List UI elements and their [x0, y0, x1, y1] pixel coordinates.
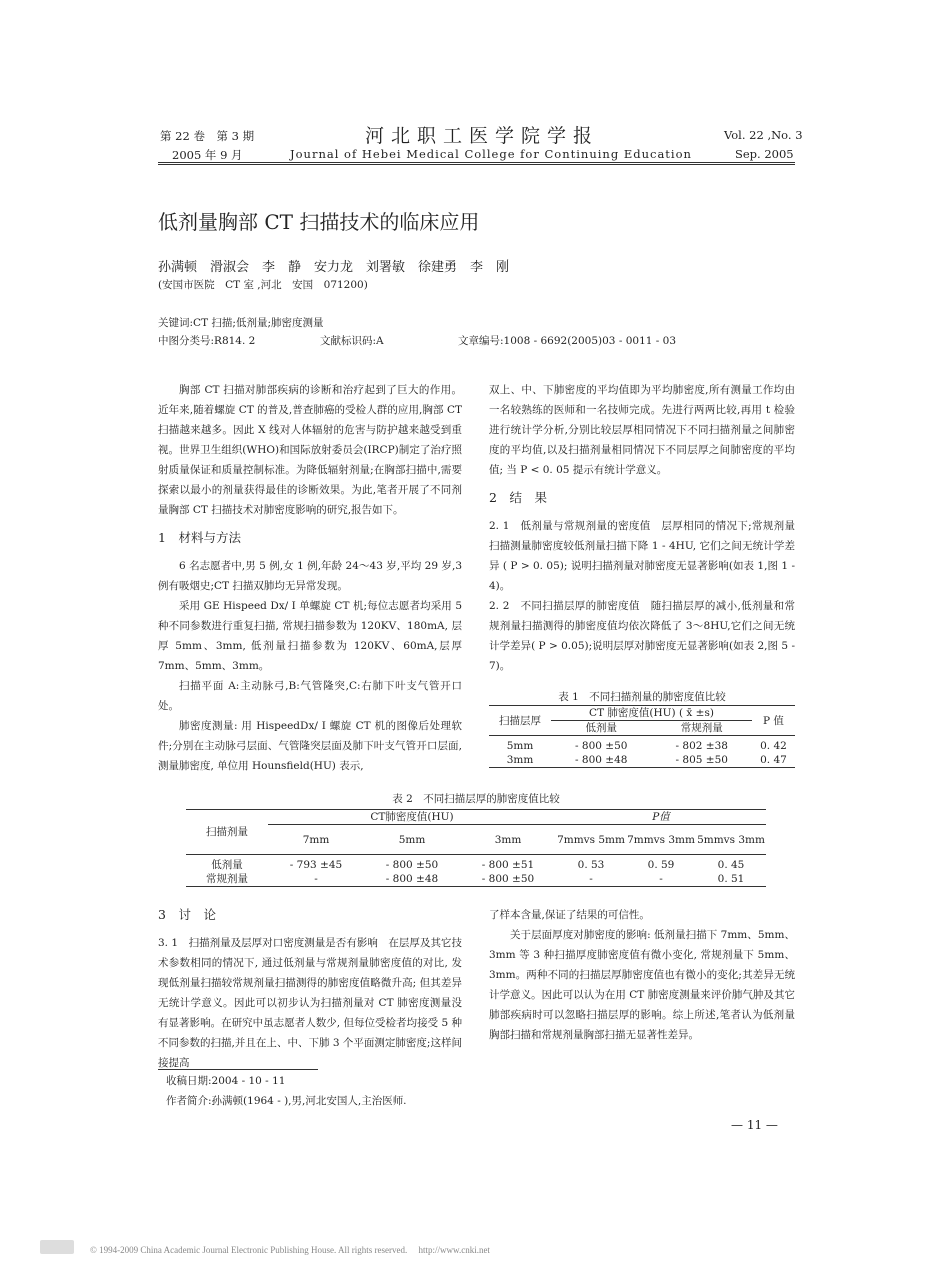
copyright-footer: © 1994-2009 China Academic Journal Electronic Publishing House. All rights reserved. http://www.cnki.net	[90, 1245, 490, 1255]
discussion-paragraph-3: 关于层面厚度对肺密度的影响: 低剂量扫描下 7mm、5mm、3mm 等 3 种扫描厚度肺密度值有微小变化, 常规剂量下 5mm、3mm。两种不同的扫描层厚肺密度值也有微小的变化;其差异无统计学意义。因此可以认为在用 CT 肺密度测量来评价肺气肿及其它肺部疾病时可以忽略扫描层厚的影响。综上所述,笔者认为低剂量胸部扫描和常规剂量胸部扫描无显著性差异。	[489, 929, 795, 1041]
table2-cell: 常规剂量	[206, 873, 248, 885]
page-number: — 11 —	[731, 1118, 778, 1132]
table1-cell: - 802 ±38	[675, 740, 728, 752]
table1	[489, 705, 795, 768]
section-heading-results: 2 结 果	[489, 490, 547, 505]
table2-col-header: 5mm	[398, 833, 426, 846]
table2-cell: - 800 ±50	[385, 859, 439, 871]
issue-date-cn: 2005 年 9 月	[172, 148, 243, 162]
section-heading-discussion: 3 讨 论	[158, 907, 216, 922]
table2-cell: 0. 51	[717, 873, 745, 885]
clc-number: 中图分类号:R814. 2	[158, 335, 256, 347]
volume-issue: 第 22 卷 第 3 期	[160, 129, 255, 143]
table1-cell: - 800 ±50	[575, 740, 628, 752]
table2-col-header: 5mmvs 3mm	[697, 833, 765, 846]
issue-date-en: Sep. 2005	[735, 147, 794, 161]
table2	[186, 809, 766, 887]
table-row	[186, 872, 766, 887]
section-heading-methods: 1 材料与方法	[158, 530, 241, 545]
table2-cell: - 800 ±50	[481, 873, 535, 885]
table1-cell: 0. 42	[760, 740, 787, 752]
volume-en: Vol. 22 ,No. 3	[724, 128, 803, 142]
table1-cell: - 805 ±50	[675, 754, 728, 766]
right-column	[489, 380, 795, 676]
footnote-rule	[158, 1069, 318, 1070]
cnki-logo-icon	[40, 1240, 74, 1254]
discussion-paragraph-1: 3. 1 扫描剂量及层厚对口密度测量是否有影响 在层厚及其它技术参数相同的情况下, 通过低剂量与常规剂量肺密度值的对比, 发现低剂量扫描较常规剂量扫描测得的肺密度值略微升高; 但其差异无统计学意义。因此可以初步认为扫描剂量对 CT 肺密度测量没有显著影响。在研究中虽志愿者人数少, 但每位受检者均接受 5 种不同参数的扫描,并且在上、中、下肺 3 个平面测定肺密度;这样间接提高	[158, 937, 462, 1069]
methods-paragraph-2: 采用 GE Hispeed Dx/ I 单螺旋 CT 机;每位志愿者均采用 5 种不同参数进行重复扫描, 常规扫描参数为 120KV、180mA, 层厚 5mm、3mm, 低剂量扫描参数为 120KV、60mA,层厚 7mm、5mm、3mm。	[158, 600, 462, 672]
results-paragraph-2: 2. 2 不同扫描层厚的肺密度值 随扫描层厚的减小,低剂量和常规剂量扫描测得的肺密度值均依次降低了 3～8HU,它们之间无统计学差异( P > 0.05);说明层厚对肺密度无显著影响(如表 2,图 5 - 7)。	[489, 600, 795, 672]
header-rule-2	[158, 164, 795, 165]
table1-header-ct: CT 肺密度值(HU) ( x̄ ±s)	[551, 706, 752, 721]
document-code: 文献标识码:A	[320, 335, 384, 347]
table2-cell: -	[589, 873, 593, 885]
article-title: 低剂量胸部 CT 扫描技术的临床应用	[158, 210, 480, 234]
table2-cell: 0. 53	[577, 859, 605, 871]
table2-cell: 0. 45	[717, 859, 745, 871]
discussion-left	[158, 905, 462, 1073]
article-number: 文章编号:1008 - 6692(2005)03 - 0011 - 03	[458, 335, 677, 347]
table2-cell: -	[659, 873, 663, 885]
results-paragraph-1: 2. 1 低剂量与常规剂量的密度值 层厚相同的情况下;常规剂量扫描测量肺密度较低剂量扫描下降 1 - 4HU, 它们之间无统计学差异 ( P > 0. 05); 说明扫描剂量对肺密度无显著影响(如表 1,图 1 - 4)。	[489, 520, 795, 592]
table2-col-header: 7mmvs 5mm	[557, 833, 625, 846]
header-rule	[158, 162, 795, 163]
discussion-right	[489, 905, 795, 1045]
author-bio: 作者简介:孙满顿(1964 - ),男,河北安国人,主治医师.	[166, 1095, 407, 1107]
table2-cell: 低剂量	[211, 859, 243, 871]
journal-title-cn: 河北职工医学院学报	[365, 125, 600, 147]
table1-cell: - 800 ±48	[575, 754, 628, 766]
table-row	[489, 753, 795, 768]
table1-header-thickness: 扫描层厚	[499, 714, 541, 727]
keywords: 关键词:CT 扫描;低剂量;肺密度测量	[158, 317, 324, 329]
table-row	[489, 736, 795, 754]
table2-cell: - 800 ±48	[385, 873, 439, 885]
author-list: 孙满顿 滑淑会 李 静 安力龙 刘署敏 徐建勇 李 刚	[158, 260, 510, 275]
table2-header-ct: CT肺密度值(HU)	[268, 810, 556, 825]
table1-header-p: P 值	[763, 714, 784, 727]
table2-col-header: 7mm	[302, 833, 330, 846]
table1-cell: 3mm	[506, 754, 534, 766]
intro-paragraph: 胸部 CT 扫描对肺部疾病的诊断和治疗起到了巨大的作用。近年来,随着螺旋 CT 的普及,普查肺癌的受检人群的应用,胸部 CT 扫描越来越多。因此 X 线对人体辐射的危害与防护越来越受到重视。世界卫生组织(WHO)和国际放射委员会(IRCP)制定了治疗照射质量保证和质量控制标准。为降低辐射剂量;在胸部扫描中,需要探索以最小的剂量获得最佳的诊断效果。为此,笔者开展了不同剂量胸部 CT 扫描技术对肺密度影响的研究,报告如下。	[158, 384, 462, 516]
table2-cell: - 800 ±51	[481, 859, 535, 871]
received-date: 收稿日期:2004 - 10 - 11	[166, 1075, 286, 1087]
affiliation: (安国市医院 CT 室 ,河北 安国 071200)	[158, 279, 368, 291]
methods-paragraph-3: 扫描平面 A:主动脉弓,B:气管隆突,C:右肺下叶支气管开口处。	[158, 680, 462, 712]
table1-caption: 表 1 不同扫描剂量的肺密度值比较	[558, 691, 726, 703]
left-column	[158, 380, 462, 776]
table2-col-header: 3mm	[494, 833, 522, 846]
journal-title-en: Journal of Hebei Medical College for Continuing Education	[290, 147, 692, 161]
table2-header-p: P值	[556, 810, 766, 825]
table1-cell: 5mm	[506, 740, 534, 752]
table1-header-normal: 常规剂量	[680, 722, 723, 734]
table1-header-low: 低剂量	[585, 722, 617, 734]
table2-cell: 0. 59	[647, 859, 675, 871]
table2-col-header: 7mmvs 3mm	[627, 833, 695, 846]
methods-continued: 双上、中、下肺密度的平均值即为平均肺密度,所有测量工作均由一名较熟练的医师和一名技师完成。先进行两两比较,再用 t 检验进行统计学分析,分别比较层厚相同情况下不同扫描剂量之间肺密度的平均值,以及扫描剂量相同情况下不同层厚之间肺密度的平均值; 当 P < 0. 05 提示有统计学意义。	[489, 384, 795, 476]
table2-cell: - 793 ±45	[289, 859, 343, 871]
methods-paragraph-4: 肺密度测量: 用 HispeedDx/ I 螺旋 CT 机的图像后处理软件;分别在主动脉弓层面、气管隆突层面及肺下叶支气管开口层面, 测量肺密度, 单位用 Hounsfield(HU) 表示,	[158, 720, 462, 772]
discussion-paragraph-2: 了样本含量,保证了结果的可信性。	[489, 909, 650, 921]
table1-cell: 0. 47	[760, 754, 787, 766]
table2-caption: 表 2 不同扫描层厚的肺密度值比较	[392, 793, 560, 805]
table-row	[186, 855, 766, 873]
table2-cell: -	[314, 873, 318, 885]
table2-header-dose: 扫描剂量	[206, 826, 248, 838]
methods-paragraph-1: 6 名志愿者中,男 5 例,女 1 例,年龄 24～43 岁,平均 29 岁,3 例有吸烟史;CT 扫描双肺均无异常发现。	[158, 560, 462, 592]
